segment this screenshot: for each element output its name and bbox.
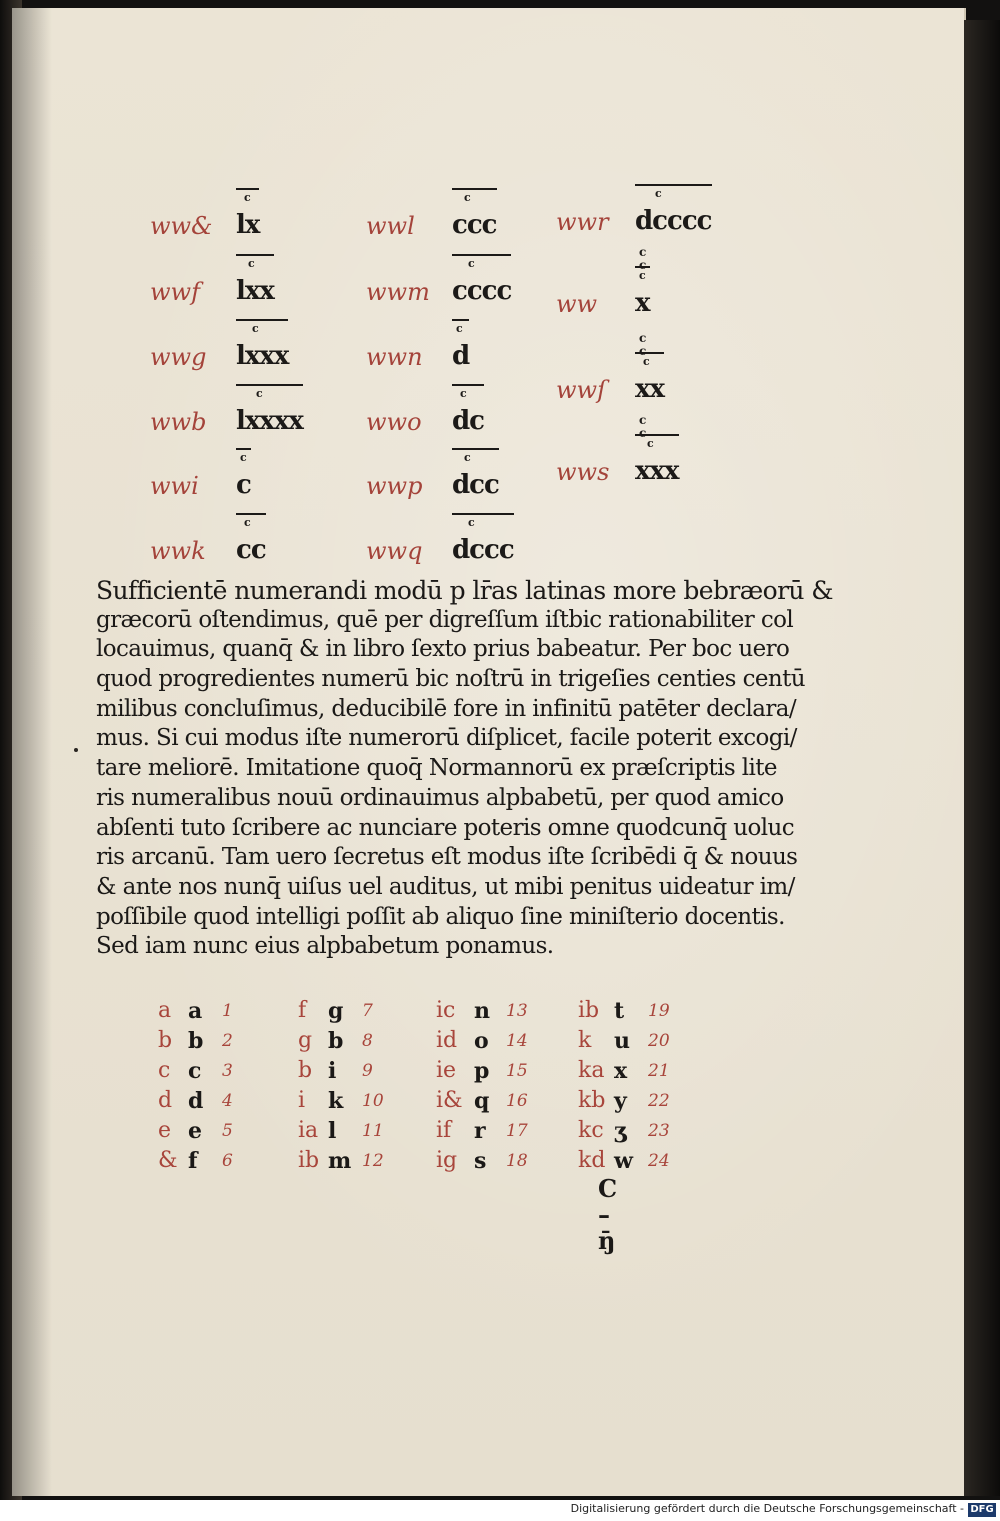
thousand-mark bbox=[236, 184, 259, 204]
paragraph-line: græcorū oſtendimus, quē per digreſſum iſtbic rationabiliter col bbox=[96, 606, 794, 633]
paragraph-line: Sufficientē numerandi modū p lr̄as latinas more bebræorū & bbox=[96, 576, 833, 605]
numeral-code-3-4: wws bbox=[556, 458, 610, 486]
cipher-red-letter: ka bbox=[578, 1058, 605, 1083]
cipher-red-letter: d bbox=[158, 1088, 173, 1113]
plain-letter: ʒ bbox=[614, 1118, 627, 1144]
overline-bar bbox=[236, 254, 274, 256]
plain-letter: m bbox=[328, 1148, 352, 1174]
paragraph-line: abſenti tuto ſcribere ac nunciare poteris omne quodcunq̄ uoluc bbox=[96, 814, 794, 841]
roman-numeral-3-2: x c bbox=[635, 288, 650, 318]
cipher-red-letter: b bbox=[298, 1058, 313, 1083]
dfg-logo: DFG bbox=[968, 1503, 996, 1517]
cipher-red-letter: kd bbox=[578, 1148, 606, 1173]
cipher-red-letter: i& bbox=[436, 1088, 463, 1113]
cipher-number: 24 bbox=[648, 1151, 670, 1171]
cipher-red-letter: a bbox=[158, 998, 172, 1023]
thousand-mark bbox=[635, 180, 712, 200]
plain-letter: r bbox=[474, 1118, 486, 1144]
plain-letter: e bbox=[188, 1118, 202, 1144]
cipher-red-letter: g bbox=[298, 1028, 313, 1053]
cipher-red-letter: ia bbox=[298, 1118, 319, 1143]
roman-numeral-1-4: lxxxx c bbox=[236, 406, 303, 436]
plain-letter: s bbox=[474, 1148, 487, 1174]
overline-bar bbox=[236, 513, 266, 515]
overline-bar bbox=[635, 184, 712, 186]
overline-bar bbox=[452, 513, 514, 515]
plain-letter: c bbox=[188, 1058, 202, 1084]
plain-letter: q bbox=[474, 1088, 490, 1114]
footer-credit: Digitalisierung gefördert durch die Deutsche Forschungsgemeinschaft - bbox=[570, 1502, 964, 1515]
roman-numeral-2-2: cccc c bbox=[452, 276, 511, 306]
roman-numeral-1-2: lxx c bbox=[236, 276, 274, 306]
paragraph-line: locauimus, quanq̄ & in libro ſexto prius babeatur. Per boc uero bbox=[96, 636, 790, 663]
cipher-number: 3 bbox=[222, 1061, 233, 1081]
cipher-red-letter: ib bbox=[298, 1148, 320, 1173]
cipher-red-letter: kc bbox=[578, 1118, 604, 1143]
overline-tick: c bbox=[256, 387, 262, 400]
overline-tick: c bbox=[468, 257, 474, 270]
overline-tick: c bbox=[248, 257, 254, 270]
stacked-ticks-2: c c bbox=[639, 245, 646, 272]
roman-numeral-3-4: xxx c bbox=[635, 456, 679, 486]
overline-bar bbox=[236, 448, 251, 450]
overline-bar bbox=[236, 319, 288, 321]
cipher-number: 13 bbox=[506, 1001, 528, 1021]
overline-tick: c bbox=[655, 187, 661, 200]
paragraph-line: & ante nos nunq̄ uiſus uel auditus, ut mibi penitus uideatur im/ bbox=[96, 873, 795, 900]
overline-bar bbox=[452, 384, 484, 386]
margin-dot bbox=[74, 748, 78, 752]
roman-numeral-3-1: dcccc c bbox=[635, 206, 712, 236]
paragraph-line: tare meliorē. Imitatione quoq̄ Normannorū ex præſcriptis lite bbox=[96, 755, 777, 782]
alphabet-last-line: C – ŋ̄ bbox=[598, 1174, 618, 1255]
cipher-red-letter: & bbox=[158, 1148, 178, 1173]
plain-letter: w bbox=[614, 1148, 633, 1174]
roman-numeral-1-1: lx c bbox=[236, 210, 259, 240]
overline-tick: c bbox=[639, 269, 645, 282]
numeral-code-2-4: wwo bbox=[366, 408, 422, 436]
numeral-code-2-6: wwq bbox=[366, 537, 423, 565]
cipher-red-letter: f bbox=[298, 998, 307, 1023]
cipher-red-letter: if bbox=[436, 1118, 452, 1143]
cipher-number: 5 bbox=[222, 1121, 233, 1141]
cipher-red-letter: i bbox=[298, 1088, 306, 1113]
plain-letter: y bbox=[614, 1088, 627, 1114]
cipher-number: 20 bbox=[648, 1031, 670, 1051]
numeral-code-1-1: ww& bbox=[150, 212, 213, 240]
thousand-mark bbox=[236, 444, 251, 464]
roman-numeral-2-3: d c bbox=[452, 341, 469, 371]
plain-letter: k bbox=[328, 1088, 344, 1114]
numeral-table bbox=[0, 0, 1000, 600]
thousand-mark bbox=[236, 380, 303, 400]
thousand-mark bbox=[236, 509, 266, 529]
thousand-mark bbox=[452, 509, 514, 529]
cipher-number: 2 bbox=[222, 1031, 233, 1051]
plain-letter: i bbox=[328, 1058, 337, 1084]
numeral-code-1-3: wwg bbox=[150, 343, 207, 371]
overline-tick: c bbox=[456, 322, 462, 335]
cipher-number: 15 bbox=[506, 1061, 528, 1081]
cipher-number: 4 bbox=[222, 1091, 233, 1111]
paragraph-line: quod progredientes numerū bic noſtrū in trigeſies centies centū bbox=[96, 666, 805, 693]
plain-letter: l bbox=[328, 1118, 337, 1144]
cipher-number: 9 bbox=[362, 1061, 373, 1081]
cipher-red-letter: id bbox=[436, 1028, 458, 1053]
cipher-number: 18 bbox=[506, 1151, 528, 1171]
plain-letter: b bbox=[328, 1028, 344, 1054]
plain-letter: p bbox=[474, 1058, 490, 1084]
thousand-mark bbox=[452, 380, 484, 400]
overline-bar bbox=[452, 254, 511, 256]
roman-numeral-2-6: dccc c bbox=[452, 535, 514, 565]
numeral-code-1-6: wwk bbox=[150, 537, 206, 565]
cipher-number: 19 bbox=[648, 1001, 670, 1021]
roman-numeral-2-4: dc c bbox=[452, 406, 484, 436]
overline-tick: c bbox=[464, 191, 470, 204]
roman-numeral-1-6: cc c bbox=[236, 535, 266, 565]
cipher-number: 22 bbox=[648, 1091, 670, 1111]
cipher-red-letter: kb bbox=[578, 1088, 606, 1113]
plain-letter: f bbox=[188, 1148, 198, 1174]
cipher-red-letter: c bbox=[158, 1058, 171, 1083]
cipher-number: 11 bbox=[362, 1121, 384, 1141]
paragraph-line: poſſibile quod intelligi poſſit ab aliquo ſine miniſterio docentis. bbox=[96, 903, 785, 930]
overline-tick: c bbox=[464, 451, 470, 464]
cipher-number: 6 bbox=[222, 1151, 233, 1171]
overline-tick: c bbox=[468, 516, 474, 529]
roman-numeral-3-3: xx c bbox=[635, 374, 664, 404]
thousand-mark bbox=[236, 250, 274, 270]
cipher-number: 12 bbox=[362, 1151, 384, 1171]
numeral-code-1-5: wwi bbox=[150, 472, 199, 500]
stacked-ticks-3: c c bbox=[639, 331, 646, 358]
numeral-code-2-3: wwn bbox=[366, 343, 423, 371]
numeral-code-2-2: wwm bbox=[366, 278, 430, 306]
roman-numeral-2-1: ccc c bbox=[452, 210, 497, 240]
numeral-code-1-2: wwf bbox=[150, 278, 200, 306]
cipher-number: 23 bbox=[648, 1121, 670, 1141]
paragraph-line: milibus concluſimus, deducibilē fore in infinitū patēter declara/ bbox=[96, 695, 797, 722]
numeral-code-2-5: wwp bbox=[366, 472, 423, 500]
plain-letter: u bbox=[614, 1028, 630, 1054]
cipher-red-letter: b bbox=[158, 1028, 173, 1053]
cipher-red-letter: ig bbox=[436, 1148, 458, 1173]
thousand-mark bbox=[236, 315, 288, 335]
overline-tick: c bbox=[460, 387, 466, 400]
cipher-number: 16 bbox=[506, 1091, 528, 1111]
numeral-code-2-1: wwl bbox=[366, 212, 415, 240]
cipher-red-letter: e bbox=[158, 1118, 172, 1143]
cipher-number: 17 bbox=[506, 1121, 528, 1141]
overline-tick: c bbox=[647, 437, 653, 450]
cipher-number: 8 bbox=[362, 1031, 373, 1051]
numeral-code-1-4: wwb bbox=[150, 408, 207, 436]
numeral-code-3-2: ww bbox=[556, 290, 598, 318]
overline-bar bbox=[452, 319, 469, 321]
numeral-code-3-1: wwr bbox=[556, 208, 609, 236]
paragraph-line: ris numeralibus nouū ordinauimus alpbabetū, per quod amico bbox=[96, 784, 784, 811]
overline-tick: c bbox=[240, 451, 246, 464]
overline-bar bbox=[452, 448, 499, 450]
plain-letter: g bbox=[328, 998, 344, 1024]
overline-bar bbox=[452, 188, 497, 190]
plain-letter: o bbox=[474, 1028, 489, 1054]
thousand-mark bbox=[452, 444, 499, 464]
body-paragraph bbox=[96, 576, 833, 962]
footer-bar bbox=[0, 1500, 1000, 1521]
plain-letter: x bbox=[614, 1058, 628, 1084]
plain-letter: n bbox=[474, 998, 490, 1024]
plain-letter: t bbox=[614, 998, 625, 1024]
cipher-number: 1 bbox=[222, 1001, 233, 1021]
overline-bar bbox=[236, 384, 303, 386]
cipher-red-letter: ib bbox=[578, 998, 600, 1023]
paragraph-line: ris arcanū. Tam uero ſecretus eſt modus iſte ſcribēdi q̄ & nouus bbox=[96, 844, 798, 871]
plain-letter: d bbox=[188, 1088, 204, 1114]
cipher-red-letter: ic bbox=[436, 998, 456, 1023]
paragraph-line: mus. Si cui modus iſte numerorū diſplicet, facile poterit excogi/ bbox=[96, 725, 797, 752]
overline-tick: c bbox=[244, 516, 250, 529]
paragraph-line: Sed iam nunc eius alpbabetum ponamus. bbox=[96, 933, 554, 960]
cipher-number: 14 bbox=[506, 1031, 528, 1051]
cipher-red-letter: k bbox=[578, 1028, 592, 1053]
overline-bar bbox=[236, 188, 259, 190]
plain-letter: a bbox=[188, 998, 203, 1024]
stacked-ticks-4: c c bbox=[639, 413, 646, 440]
cipher-red-letter: ie bbox=[436, 1058, 457, 1083]
roman-numeral-2-5: dcc c bbox=[452, 470, 499, 500]
cipher-number: 10 bbox=[362, 1091, 384, 1111]
roman-numeral-1-3: lxxx c bbox=[236, 341, 288, 371]
thousand-mark bbox=[452, 315, 469, 335]
overline-tick: c bbox=[244, 191, 250, 204]
overline-tick: c bbox=[252, 322, 258, 335]
roman-numeral-1-5: c c bbox=[236, 470, 251, 500]
thousand-mark bbox=[452, 184, 497, 204]
cipher-number: 21 bbox=[648, 1061, 670, 1081]
plain-letter: b bbox=[188, 1028, 204, 1054]
numeral-code-3-3: wwſ bbox=[556, 376, 606, 404]
overline-tick: c bbox=[643, 355, 649, 368]
cipher-number: 7 bbox=[362, 1001, 373, 1021]
thousand-mark bbox=[452, 250, 511, 270]
